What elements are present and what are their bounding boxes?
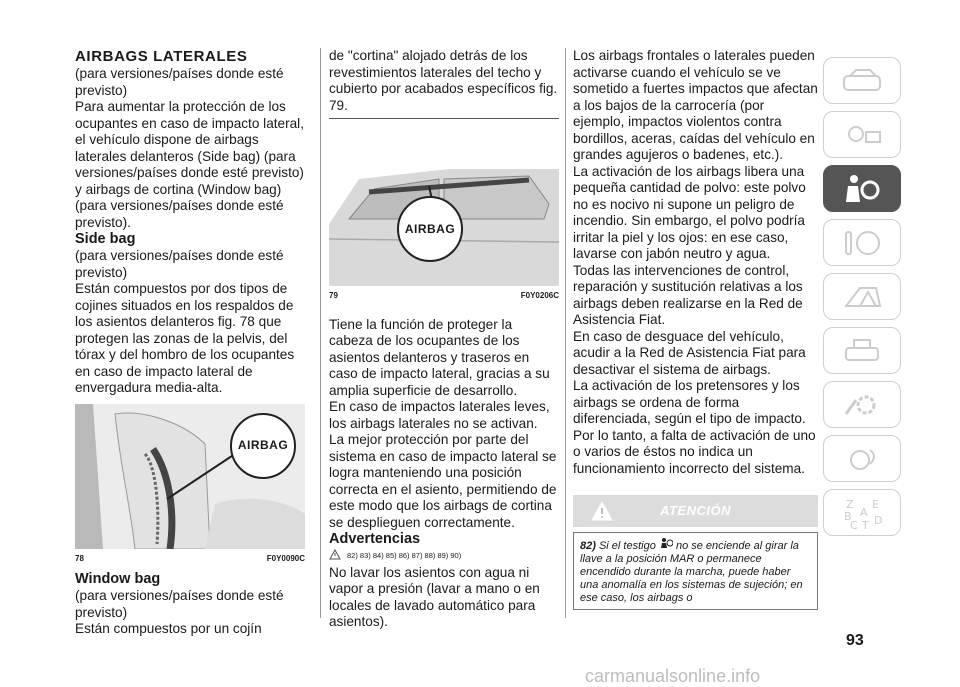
caution-number: 82): [580, 540, 596, 552]
light-impact-paragraph: En caso de impactos laterales leves, los airbags laterales no se activan.: [329, 399, 550, 431]
caution-text-start: Si el testigo: [598, 540, 656, 552]
index-letter: B: [844, 509, 852, 523]
caution-title: ATENCIÓN: [660, 502, 731, 518]
window-bag-heading: Window bag: [75, 571, 161, 587]
service-paragraph: Todas las intervenciones de control, reparación y sustitución relativas a los airbags deben realizarse en la Red de Asistencia Fiat.: [573, 262, 803, 327]
index-letter: C: [850, 518, 858, 530]
warnings-refs-line: [329, 548, 559, 565]
warning-road-icon: [840, 282, 884, 312]
side-bag-availability: (para versiones/países donde esté previsto): [75, 248, 284, 280]
column-divider: [565, 48, 566, 618]
multimedia-icon: [840, 444, 884, 474]
availability-note: (para versiones/países donde esté previsto): [75, 66, 284, 98]
figure-code: F0Y0090C: [266, 553, 305, 563]
index-letter: T: [862, 518, 869, 530]
tab-breakdown[interactable]: [823, 327, 901, 374]
car-dashboard-icon: [840, 66, 884, 96]
figure-78-caption: [75, 551, 305, 568]
tab-dashboard[interactable]: [823, 57, 901, 104]
best-protection-paragraph: La mejor protección por parte del sistema en caso de impacto lateral se logra manteniendo una posición correcta en el asiento, permitiendo de este modo que los airbags de cortina se desplieguen correctamente.: [329, 432, 557, 530]
tab-multimedia[interactable]: [823, 435, 901, 482]
column-right: [573, 48, 818, 610]
section-heading: AIRBAGS LATERALES: [75, 48, 248, 65]
figure-79: [329, 164, 559, 286]
scrapping-paragraph: En caso de desguace del vehículo, acudir a la Red de Asistencia Fiat para desactivar el sistema de airbags.: [573, 328, 806, 377]
tab-starting[interactable]: [823, 219, 901, 266]
key-steering-icon: [840, 228, 884, 258]
service-gear-icon: [840, 390, 884, 420]
side-bag-heading: Side bag: [75, 231, 136, 247]
figure-code: F0Y0206C: [520, 291, 559, 300]
watermark: carmanualsonline.info: [585, 666, 761, 686]
index-letters-icon: [840, 496, 884, 530]
warning-triangle-icon: [591, 501, 613, 526]
airbag-callout-78: AIRBAG: [230, 413, 296, 479]
index-letter: Z: [846, 497, 854, 511]
chapter-tabs: [823, 57, 903, 543]
index-letter: D: [874, 513, 883, 527]
tab-safety[interactable]: [823, 165, 901, 212]
warning-triangle-icon: [329, 548, 341, 565]
warnings-refs: 82) 83) 84) 85) 86) 87) 88) 89) 90): [347, 551, 462, 560]
tab-maintenance[interactable]: [823, 381, 901, 428]
tab-lights[interactable]: [823, 111, 901, 158]
airbag-callout-79: AIRBAG: [397, 196, 463, 262]
washing-paragraph: No lavar los asientos con agua ni vapor a presión (lavar a mano o en locales de lavado automático para asientos).: [329, 564, 540, 629]
intro-paragraph: Para aumentar la protección de los ocupantes en caso de impacto lateral, el vehículo dispone de airbags laterales delanteros (Side bag) (para versiones/países donde esté previsto) y airbags de cortina (Window bag) (para versiones/países donde esté previsto).: [75, 99, 304, 230]
figure-78: [75, 404, 305, 549]
index-letter: A: [860, 505, 868, 519]
column-middle: [329, 48, 559, 631]
page-number: 93: [846, 632, 864, 649]
warnings-heading: Advertencias: [329, 531, 421, 547]
tab-emergency[interactable]: [823, 273, 901, 320]
column-divider: [320, 48, 321, 618]
airbag-seat-icon: [840, 172, 884, 206]
lights-icon: [840, 120, 884, 150]
car-emergency-icon: [840, 336, 884, 366]
window-bag-availability: (para versiones/países donde esté previsto): [75, 588, 284, 620]
pretensioner-paragraph: La activación de los pretensores y los airbags se ordena de forma diferenciada, según el tipo de impacto. Por lo tanto, a falta de activación de uno o varios de éstos no indica un funcionamiento incorrecto del sistema.: [573, 378, 816, 476]
activation-conditions-paragraph: Los airbags frontales o laterales pueden activarse cuando el vehículo se ve sometido a fuertes impactos que afectan a los bajos de la carrocería (por ejemplo, impactos violentos contra bordillos, aceras, caídas del vehículo en grandes agujeros o badenes, etc.).: [573, 48, 818, 162]
airbag-warning-light-icon: [659, 540, 676, 552]
side-bag-description: Están compuestos por dos tipos de cojines situados en los respaldos de los asientos delanteros fig. 78 que protegen las zonas de la pelvis, del tórax y del hombro de los ocupantes en caso de impacto lateral de envergadura media-alta.: [75, 281, 295, 395]
figure-number: 79: [329, 291, 338, 300]
powder-paragraph: La activación de los airbags libera una pequeña cantidad de polvo: este polvo no es nocivo ni supone un peligro de incendio. Sin embargo, el polvo podría irritar la piel y los ojos: en ese caso, lavarse con jabón neutro y agua.: [573, 163, 806, 261]
tab-index[interactable]: [823, 489, 901, 536]
figure-79-caption: [329, 288, 559, 305]
column-left: [75, 48, 305, 638]
figure-number: 78: [75, 553, 84, 563]
caution-box: [573, 532, 818, 610]
caution-text-rest: no se enciende al girar la llave a la posición MAR o permanece encendido durante la marcha, puede haber una anomalía en los sistemas de sujeción; en ese caso, los airbags o: [580, 540, 803, 604]
window-bag-description: Están compuestos por un cojín: [75, 621, 262, 636]
figure-rule: [329, 118, 559, 119]
index-letter: E: [872, 497, 879, 511]
curtain-paragraph: de "cortina" alojado detrás de los revestimientos laterales del techo y cubierto por acabados específicos fig. 79.: [329, 48, 558, 113]
function-paragraph: Tiene la función de proteger la cabeza de los ocupantes de los asientos delanteros y traseros en caso de impacto lateral, gracias a su amplia superficie de desarrollo.: [329, 316, 550, 398]
caution-banner: [573, 495, 818, 527]
